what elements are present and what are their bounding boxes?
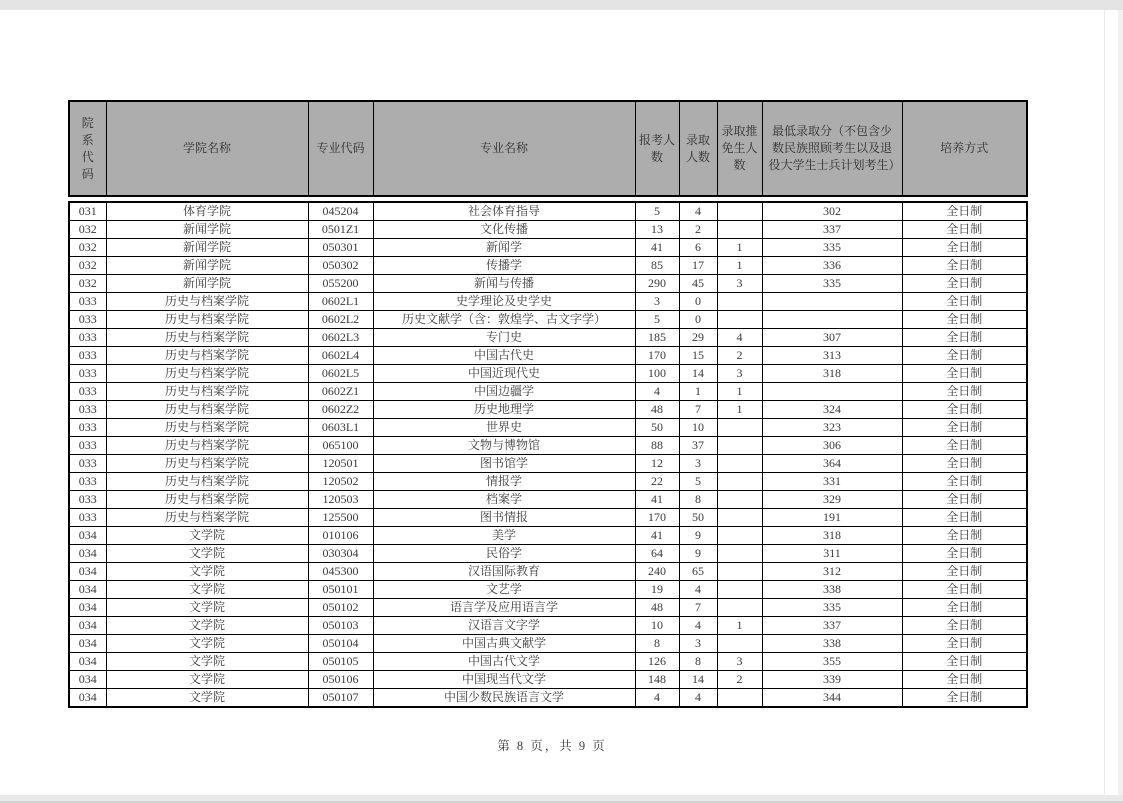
cell-applicants: 64 <box>635 545 679 563</box>
cell-college: 历史与档案学院 <box>106 401 308 419</box>
table-row <box>69 293 1027 311</box>
cell-college: 历史与档案学院 <box>106 473 308 491</box>
cell-dept_code: 033 <box>69 419 106 437</box>
cell-admitted: 65 <box>679 563 717 581</box>
cell-major_name: 汉语言文字学 <box>373 617 635 635</box>
cell-college: 历史与档案学院 <box>106 419 308 437</box>
cell-college: 新闻学院 <box>106 275 308 293</box>
cell-major_code: 050102 <box>308 599 373 617</box>
cell-applicants: 41 <box>635 527 679 545</box>
header-cell-applicants: 报考人数 <box>635 101 679 196</box>
cell-exempt <box>717 599 762 617</box>
cell-college: 新闻学院 <box>106 239 308 257</box>
cell-applicants: 170 <box>635 509 679 527</box>
cell-college: 历史与档案学院 <box>106 347 308 365</box>
cell-min_score: 364 <box>762 455 902 473</box>
cell-major_code: 120501 <box>308 455 373 473</box>
cell-dept_code: 033 <box>69 509 106 527</box>
cell-major_name: 档案学 <box>373 491 635 509</box>
cell-major_name: 社会体育指导 <box>373 202 635 221</box>
cell-dept_code: 032 <box>69 275 106 293</box>
cell-college: 新闻学院 <box>106 221 308 239</box>
cell-mode: 全日制 <box>902 671 1027 689</box>
table-row <box>69 581 1027 599</box>
cell-dept_code: 034 <box>69 617 106 635</box>
cell-mode: 全日制 <box>902 635 1027 653</box>
cell-exempt <box>717 419 762 437</box>
cell-applicants: 5 <box>635 311 679 329</box>
cell-major_code: 045204 <box>308 202 373 221</box>
cell-dept_code: 033 <box>69 383 106 401</box>
cell-mode: 全日制 <box>902 509 1027 527</box>
cell-major_code: 0602L4 <box>308 347 373 365</box>
cell-applicants: 4 <box>635 383 679 401</box>
cell-dept_code: 033 <box>69 311 106 329</box>
cell-applicants: 3 <box>635 293 679 311</box>
cell-min_score: 335 <box>762 599 902 617</box>
cell-college: 文学院 <box>106 581 308 599</box>
cell-applicants: 41 <box>635 239 679 257</box>
cell-college: 文学院 <box>106 671 308 689</box>
table-row <box>69 311 1027 329</box>
cell-major_name: 中国古代文学 <box>373 653 635 671</box>
cell-mode: 全日制 <box>902 239 1027 257</box>
cell-major_name: 民俗学 <box>373 545 635 563</box>
cell-exempt: 1 <box>717 617 762 635</box>
cell-min_score: 324 <box>762 401 902 419</box>
cell-applicants: 126 <box>635 653 679 671</box>
cell-exempt: 3 <box>717 275 762 293</box>
cell-mode: 全日制 <box>902 383 1027 401</box>
header-row <box>69 101 1027 196</box>
cell-major_name: 中国古典文献学 <box>373 635 635 653</box>
cell-exempt: 2 <box>717 671 762 689</box>
cell-mode: 全日制 <box>902 473 1027 491</box>
cell-college: 历史与档案学院 <box>106 311 308 329</box>
cell-applicants: 41 <box>635 491 679 509</box>
cell-college: 历史与档案学院 <box>106 383 308 401</box>
table-row <box>69 365 1027 383</box>
cell-major_name: 世界史 <box>373 419 635 437</box>
cell-admitted: 4 <box>679 581 717 599</box>
cell-min_score: 329 <box>762 491 902 509</box>
cell-major_code: 030304 <box>308 545 373 563</box>
header-cell-exempt: 录取推免生人数 <box>717 101 762 196</box>
cell-admitted: 1 <box>679 383 717 401</box>
cell-min_score: 337 <box>762 221 902 239</box>
cell-major_code: 0602L3 <box>308 329 373 347</box>
cell-exempt <box>717 293 762 311</box>
cell-college: 历史与档案学院 <box>106 293 308 311</box>
cell-min_score <box>762 383 902 401</box>
admissions-table <box>68 100 1026 708</box>
cell-major_name: 语言学及应用语言学 <box>373 599 635 617</box>
table-row <box>69 473 1027 491</box>
cell-college: 文学院 <box>106 617 308 635</box>
cell-admitted: 0 <box>679 293 717 311</box>
cell-min_score: 336 <box>762 257 902 275</box>
cell-major_name: 中国少数民族语言文学 <box>373 689 635 708</box>
cell-dept_code: 033 <box>69 437 106 455</box>
cell-min_score: 323 <box>762 419 902 437</box>
header-cell-min-score: 最低录取分（不包含少数民族照顾考生以及退役大学生士兵计划考生） <box>762 101 902 196</box>
cell-admitted: 7 <box>679 599 717 617</box>
cell-mode: 全日制 <box>902 599 1027 617</box>
table-row <box>69 239 1027 257</box>
cell-mode: 全日制 <box>902 527 1027 545</box>
cell-min_score: 306 <box>762 437 902 455</box>
cell-major_name: 中国边疆学 <box>373 383 635 401</box>
cell-min_score: 335 <box>762 239 902 257</box>
cell-exempt: 3 <box>717 365 762 383</box>
cell-admitted: 2 <box>679 221 717 239</box>
cell-min_score: 318 <box>762 365 902 383</box>
cell-major_code: 050107 <box>308 689 373 708</box>
cell-major_code: 010106 <box>308 527 373 545</box>
cell-admitted: 10 <box>679 419 717 437</box>
table-row <box>69 347 1027 365</box>
cell-college: 文学院 <box>106 653 308 671</box>
cell-applicants: 185 <box>635 329 679 347</box>
cell-admitted: 8 <box>679 491 717 509</box>
cell-exempt <box>717 635 762 653</box>
header-cell-college: 学院名称 <box>106 101 308 196</box>
cell-mode: 全日制 <box>902 617 1027 635</box>
table-row <box>69 437 1027 455</box>
cell-applicants: 170 <box>635 347 679 365</box>
cell-applicants: 13 <box>635 221 679 239</box>
cell-dept_code: 034 <box>69 599 106 617</box>
table-row <box>69 563 1027 581</box>
cell-mode: 全日制 <box>902 329 1027 347</box>
cell-dept_code: 033 <box>69 491 106 509</box>
cell-mode: 全日制 <box>902 221 1027 239</box>
cell-admitted: 15 <box>679 347 717 365</box>
cell-exempt <box>717 221 762 239</box>
cell-mode: 全日制 <box>902 202 1027 221</box>
cell-major_code: 0603L1 <box>308 419 373 437</box>
header-cell-mode: 培养方式 <box>902 101 1027 196</box>
cell-admitted: 37 <box>679 437 717 455</box>
cell-exempt <box>717 311 762 329</box>
cell-applicants: 100 <box>635 365 679 383</box>
cell-min_score: 307 <box>762 329 902 347</box>
cell-dept_code: 031 <box>69 202 106 221</box>
bottom-edge-strip <box>0 795 1123 803</box>
table-row <box>69 653 1027 671</box>
cell-min_score: 344 <box>762 689 902 708</box>
cell-min_score <box>762 311 902 329</box>
cell-major_name: 专门史 <box>373 329 635 347</box>
cell-dept_code: 033 <box>69 329 106 347</box>
cell-applicants: 50 <box>635 419 679 437</box>
cell-applicants: 8 <box>635 635 679 653</box>
cell-college: 文学院 <box>106 599 308 617</box>
cell-major_code: 120502 <box>308 473 373 491</box>
table-row <box>69 202 1027 221</box>
cell-admitted: 5 <box>679 473 717 491</box>
cell-major_name: 图书情报 <box>373 509 635 527</box>
cell-min_score: 338 <box>762 635 902 653</box>
cell-applicants: 85 <box>635 257 679 275</box>
cell-major_code: 050106 <box>308 671 373 689</box>
cell-min_score: 338 <box>762 581 902 599</box>
cell-major_code: 0602Z2 <box>308 401 373 419</box>
cell-exempt <box>717 527 762 545</box>
cell-exempt: 3 <box>717 653 762 671</box>
cell-dept_code: 032 <box>69 239 106 257</box>
cell-dept_code: 034 <box>69 653 106 671</box>
cell-mode: 全日制 <box>902 455 1027 473</box>
cell-exempt <box>717 509 762 527</box>
cell-dept_code: 033 <box>69 473 106 491</box>
cell-applicants: 4 <box>635 689 679 708</box>
cell-admitted: 3 <box>679 635 717 653</box>
cell-major_code: 065100 <box>308 437 373 455</box>
cell-college: 历史与档案学院 <box>106 509 308 527</box>
cell-college: 文学院 <box>106 689 308 708</box>
cell-min_score: 191 <box>762 509 902 527</box>
cell-exempt <box>717 437 762 455</box>
cell-admitted: 0 <box>679 311 717 329</box>
cell-admitted: 9 <box>679 527 717 545</box>
table-row <box>69 545 1027 563</box>
table-header <box>68 100 1028 197</box>
table-row <box>69 509 1027 527</box>
cell-mode: 全日制 <box>902 275 1027 293</box>
cell-min_score: 335 <box>762 275 902 293</box>
cell-dept_code: 033 <box>69 293 106 311</box>
cell-major_name: 汉语国际教育 <box>373 563 635 581</box>
table-row <box>69 257 1027 275</box>
cell-college: 历史与档案学院 <box>106 455 308 473</box>
cell-dept_code: 033 <box>69 401 106 419</box>
cell-major_code: 125500 <box>308 509 373 527</box>
cell-applicants: 19 <box>635 581 679 599</box>
cell-admitted: 17 <box>679 257 717 275</box>
cell-college: 新闻学院 <box>106 257 308 275</box>
cell-major_name: 新闻与传播 <box>373 275 635 293</box>
table-body <box>69 202 1027 707</box>
cell-major_code: 050104 <box>308 635 373 653</box>
cell-admitted: 7 <box>679 401 717 419</box>
cell-major_name: 历史文献学（含：敦煌学、古文字学） <box>373 311 635 329</box>
cell-dept_code: 032 <box>69 257 106 275</box>
cell-major_name: 美学 <box>373 527 635 545</box>
header-cell-dept-code: 院系代码 <box>69 101 106 196</box>
table-row <box>69 671 1027 689</box>
cell-exempt <box>717 455 762 473</box>
cell-major_name: 中国古代史 <box>373 347 635 365</box>
cell-mode: 全日制 <box>902 365 1027 383</box>
cell-college: 历史与档案学院 <box>106 491 308 509</box>
cell-dept_code: 033 <box>69 365 106 383</box>
cell-major_name: 文艺学 <box>373 581 635 599</box>
cell-admitted: 45 <box>679 275 717 293</box>
cell-admitted: 50 <box>679 509 717 527</box>
cell-exempt <box>717 689 762 708</box>
cell-major_code: 050101 <box>308 581 373 599</box>
cell-mode: 全日制 <box>902 653 1027 671</box>
cell-mode: 全日制 <box>902 689 1027 708</box>
cell-major_name: 传播学 <box>373 257 635 275</box>
cell-admitted: 4 <box>679 202 717 221</box>
cell-applicants: 48 <box>635 401 679 419</box>
cell-college: 文学院 <box>106 545 308 563</box>
cell-admitted: 4 <box>679 617 717 635</box>
cell-major_code: 0602L1 <box>308 293 373 311</box>
cell-exempt <box>717 202 762 221</box>
cell-admitted: 6 <box>679 239 717 257</box>
cell-major_name: 情报学 <box>373 473 635 491</box>
cell-admitted: 14 <box>679 365 717 383</box>
cell-major_code: 050105 <box>308 653 373 671</box>
page-number-footer: 第 8 页，共 9 页 <box>497 739 607 753</box>
page-right-edge-line <box>1104 10 1105 796</box>
cell-min_score <box>762 293 902 311</box>
cell-mode: 全日制 <box>902 401 1027 419</box>
cell-exempt: 4 <box>717 329 762 347</box>
cell-major_name: 文物与博物馆 <box>373 437 635 455</box>
cell-dept_code: 034 <box>69 563 106 581</box>
cell-college: 体育学院 <box>106 202 308 221</box>
header-cell-major-code: 专业代码 <box>308 101 373 196</box>
cell-major_code: 0602L2 <box>308 311 373 329</box>
table-row <box>69 527 1027 545</box>
cell-min_score: 302 <box>762 202 902 221</box>
cell-mode: 全日制 <box>902 419 1027 437</box>
cell-exempt: 1 <box>717 401 762 419</box>
cell-dept_code: 034 <box>69 671 106 689</box>
cell-college: 历史与档案学院 <box>106 329 308 347</box>
cell-exempt <box>717 491 762 509</box>
cell-dept_code: 034 <box>69 545 106 563</box>
cell-mode: 全日制 <box>902 437 1027 455</box>
table-row <box>69 383 1027 401</box>
table-row <box>69 689 1027 708</box>
cell-min_score: 355 <box>762 653 902 671</box>
cell-dept_code: 033 <box>69 455 106 473</box>
cell-min_score: 313 <box>762 347 902 365</box>
cell-admitted: 29 <box>679 329 717 347</box>
table-row <box>69 401 1027 419</box>
cell-exempt: 1 <box>717 257 762 275</box>
cell-dept_code: 034 <box>69 689 106 708</box>
cell-mode: 全日制 <box>902 545 1027 563</box>
table-body-table <box>68 201 1028 708</box>
cell-applicants: 48 <box>635 599 679 617</box>
cell-mode: 全日制 <box>902 311 1027 329</box>
cell-major_code: 0602L5 <box>308 365 373 383</box>
cell-dept_code: 034 <box>69 581 106 599</box>
cell-major_name: 文化传播 <box>373 221 635 239</box>
cell-exempt <box>717 473 762 491</box>
table-row <box>69 275 1027 293</box>
cell-major_name: 中国近现代史 <box>373 365 635 383</box>
table-row <box>69 221 1027 239</box>
cell-major_name: 历史地理学 <box>373 401 635 419</box>
cell-mode: 全日制 <box>902 293 1027 311</box>
cell-applicants: 5 <box>635 202 679 221</box>
cell-college: 文学院 <box>106 635 308 653</box>
table-row <box>69 599 1027 617</box>
cell-mode: 全日制 <box>902 347 1027 365</box>
cell-major_name: 史学理论及史学史 <box>373 293 635 311</box>
cell-admitted: 9 <box>679 545 717 563</box>
cell-college: 历史与档案学院 <box>106 437 308 455</box>
cell-admitted: 3 <box>679 455 717 473</box>
cell-dept_code: 034 <box>69 527 106 545</box>
cell-college: 历史与档案学院 <box>106 365 308 383</box>
cell-major_code: 120503 <box>308 491 373 509</box>
cell-exempt: 1 <box>717 239 762 257</box>
table-row <box>69 329 1027 347</box>
cell-exempt <box>717 581 762 599</box>
cell-major_code: 045300 <box>308 563 373 581</box>
cell-min_score: 311 <box>762 545 902 563</box>
cell-dept_code: 034 <box>69 635 106 653</box>
right-edge-strip <box>1118 10 1123 803</box>
header-cell-admitted: 录取人数 <box>679 101 717 196</box>
cell-major_code: 050301 <box>308 239 373 257</box>
cell-exempt: 2 <box>717 347 762 365</box>
cell-applicants: 88 <box>635 437 679 455</box>
cell-major_name: 图书馆学 <box>373 455 635 473</box>
cell-applicants: 148 <box>635 671 679 689</box>
cell-admitted: 14 <box>679 671 717 689</box>
cell-applicants: 290 <box>635 275 679 293</box>
cell-major_code: 055200 <box>308 275 373 293</box>
cell-dept_code: 032 <box>69 221 106 239</box>
cell-mode: 全日制 <box>902 257 1027 275</box>
cell-exempt <box>717 563 762 581</box>
cell-applicants: 22 <box>635 473 679 491</box>
cell-applicants: 10 <box>635 617 679 635</box>
cell-exempt: 1 <box>717 383 762 401</box>
cell-applicants: 240 <box>635 563 679 581</box>
table-row <box>69 419 1027 437</box>
table-row <box>69 617 1027 635</box>
table-row <box>69 455 1027 473</box>
header-cell-major-name: 专业名称 <box>373 101 635 196</box>
cell-mode: 全日制 <box>902 563 1027 581</box>
table-row <box>69 635 1027 653</box>
cell-dept_code: 033 <box>69 347 106 365</box>
cell-admitted: 8 <box>679 653 717 671</box>
cell-admitted: 4 <box>679 689 717 708</box>
cell-exempt <box>717 545 762 563</box>
cell-min_score: 331 <box>762 473 902 491</box>
cell-mode: 全日制 <box>902 581 1027 599</box>
cell-applicants: 12 <box>635 455 679 473</box>
cell-major_code: 0501Z1 <box>308 221 373 239</box>
cell-college: 文学院 <box>106 527 308 545</box>
cell-major_name: 新闻学 <box>373 239 635 257</box>
cell-college: 文学院 <box>106 563 308 581</box>
cell-min_score: 339 <box>762 671 902 689</box>
table-row <box>69 491 1027 509</box>
cell-min_score: 318 <box>762 527 902 545</box>
cell-major_name: 中国现当代文学 <box>373 671 635 689</box>
cell-min_score: 312 <box>762 563 902 581</box>
cell-major_code: 050302 <box>308 257 373 275</box>
cell-major_code: 050103 <box>308 617 373 635</box>
cell-major_code: 0602Z1 <box>308 383 373 401</box>
cell-mode: 全日制 <box>902 491 1027 509</box>
cell-min_score: 337 <box>762 617 902 635</box>
